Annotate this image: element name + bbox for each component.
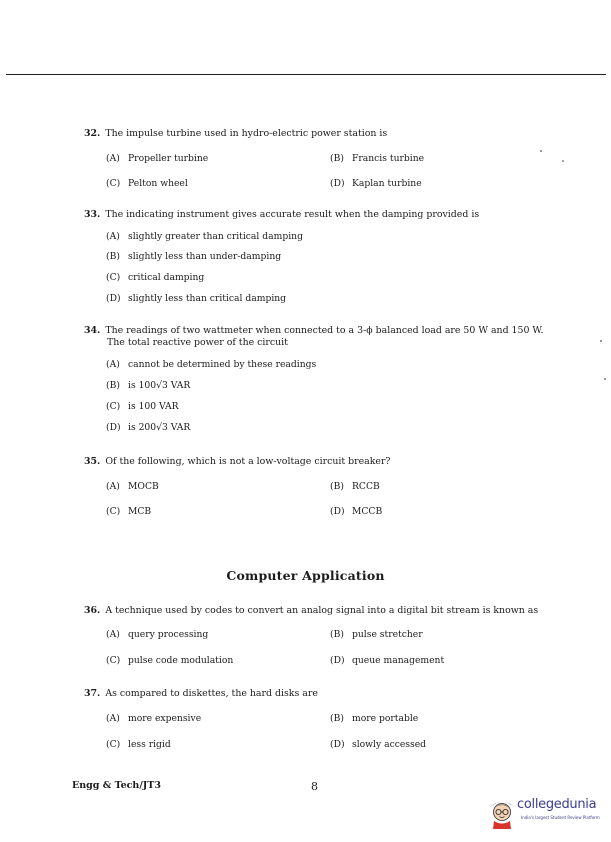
- question-text: As compared to diskettes, the hard disks are: [105, 688, 318, 699]
- option: [106, 506, 151, 517]
- option: [330, 153, 424, 164]
- question-text: The indicating instrument gives accurate result when the damping provided is: [105, 209, 480, 220]
- option-text: MCB: [128, 506, 152, 517]
- question-number: 35.: [84, 456, 101, 467]
- section-heading: Computer Application: [226, 568, 385, 583]
- option-text: MCCB: [352, 506, 383, 517]
- question-number: 32.: [84, 128, 101, 139]
- option-label: (D): [106, 422, 121, 433]
- option-label: (B): [330, 153, 344, 164]
- option: [330, 629, 423, 640]
- option-label: (A): [106, 153, 120, 164]
- option: [106, 359, 316, 370]
- question-text: The readings of two wattmeter when connected to a 3-ϕ balanced load are 50 W and 150 W.: [105, 325, 544, 336]
- option: [330, 739, 426, 750]
- option: [106, 153, 208, 164]
- question-stem: [84, 456, 564, 468]
- option-text: query processing: [128, 629, 209, 640]
- option: [330, 655, 444, 666]
- option-text: less rigid: [128, 739, 171, 750]
- question-text: The impulse turbine used in hydro-electric power station is: [105, 128, 388, 139]
- option-label: (B): [330, 713, 344, 724]
- option-text: slightly greater than critical damping: [128, 231, 303, 242]
- question-text: A technique used by codes to convert an analog signal into a digital bit stream is known as: [105, 605, 539, 616]
- option-label: (B): [106, 251, 120, 262]
- option-label: (C): [106, 178, 121, 189]
- scan-speck: [540, 150, 542, 152]
- option: [106, 231, 303, 242]
- option-text: is 100 VAR: [128, 401, 179, 412]
- option-label: (A): [106, 713, 120, 724]
- option-label: (C): [106, 401, 121, 412]
- question-number: 37.: [84, 688, 101, 699]
- question-number: 34.: [84, 325, 101, 336]
- option-text: critical damping: [128, 272, 205, 283]
- logo-brand-text: collegedunia: [517, 797, 597, 812]
- option-label: (D): [330, 178, 345, 189]
- option: [330, 506, 382, 517]
- question-stem: [84, 605, 584, 617]
- option: [106, 272, 204, 283]
- question-stem: [84, 325, 574, 349]
- option: [106, 293, 286, 304]
- scan-speck: [562, 160, 564, 162]
- scan-speck: [604, 378, 606, 380]
- question-stem: [84, 209, 564, 221]
- option-label: (C): [106, 655, 121, 666]
- option: [106, 739, 171, 750]
- scan-speck: [600, 340, 602, 342]
- option-label: (D): [330, 655, 345, 666]
- option-text: slightly less than under-damping: [128, 251, 282, 262]
- option: [106, 251, 281, 262]
- option-label: (C): [106, 739, 121, 750]
- option-text: Propeller turbine: [128, 153, 209, 164]
- student-mascot-icon: [487, 795, 517, 829]
- option: [106, 380, 190, 391]
- option-text: is 100√3 VAR: [128, 380, 191, 391]
- option-text: MOCB: [128, 481, 159, 492]
- option-label: (D): [330, 506, 345, 517]
- page-number: 8: [311, 780, 318, 793]
- option-label: (A): [106, 629, 120, 640]
- option-label: (D): [106, 293, 121, 304]
- option-text: more expensive: [128, 713, 202, 724]
- question-number: 36.: [84, 605, 101, 616]
- option-label: (A): [106, 481, 120, 492]
- option-text: slowly accessed: [352, 739, 427, 750]
- question-text: Of the following, which is not a low-voltage circuit breaker?: [105, 456, 391, 467]
- option-label: (C): [106, 506, 121, 517]
- option: [330, 178, 422, 189]
- option: [330, 713, 418, 724]
- collegedunia-logo[interactable]: [487, 793, 605, 831]
- option-text: queue management: [352, 655, 445, 666]
- option-text: slightly less than critical damping: [128, 293, 287, 304]
- option-text: is 200√3 VAR: [128, 422, 191, 433]
- option-text: Kaplan turbine: [352, 178, 422, 189]
- option-text: cannot be determined by these readings: [128, 359, 317, 370]
- option-text: RCCB: [352, 481, 380, 492]
- option: [106, 655, 233, 666]
- question-stem: [84, 688, 564, 700]
- option: [106, 401, 179, 412]
- option-label: (B): [330, 629, 344, 640]
- option-label: (B): [330, 481, 344, 492]
- option: [106, 713, 201, 724]
- option-text: pulse stretcher: [352, 629, 423, 640]
- top-rule: [6, 74, 606, 75]
- option-text: Pelton wheel: [128, 178, 188, 189]
- option: [106, 629, 208, 640]
- option-label: (B): [106, 380, 120, 391]
- option: [106, 422, 190, 433]
- option: [106, 178, 188, 189]
- option: [330, 481, 380, 492]
- option-label: (A): [106, 231, 120, 242]
- option-text: pulse code modulation: [128, 655, 234, 666]
- question-number: 33.: [84, 209, 101, 220]
- question-stem: [84, 128, 564, 140]
- option-text: more portable: [352, 713, 419, 724]
- question-text-continued: The total reactive power of the circuit: [107, 337, 288, 348]
- paper-code: Engg & Tech/JT3: [72, 780, 161, 791]
- logo-tagline: India's largest Student Review Platform: [521, 815, 600, 820]
- option-label: (A): [106, 359, 120, 370]
- option: [106, 481, 159, 492]
- option-text: Francis turbine: [352, 153, 425, 164]
- option-label: (C): [106, 272, 121, 283]
- option-label: (D): [330, 739, 345, 750]
